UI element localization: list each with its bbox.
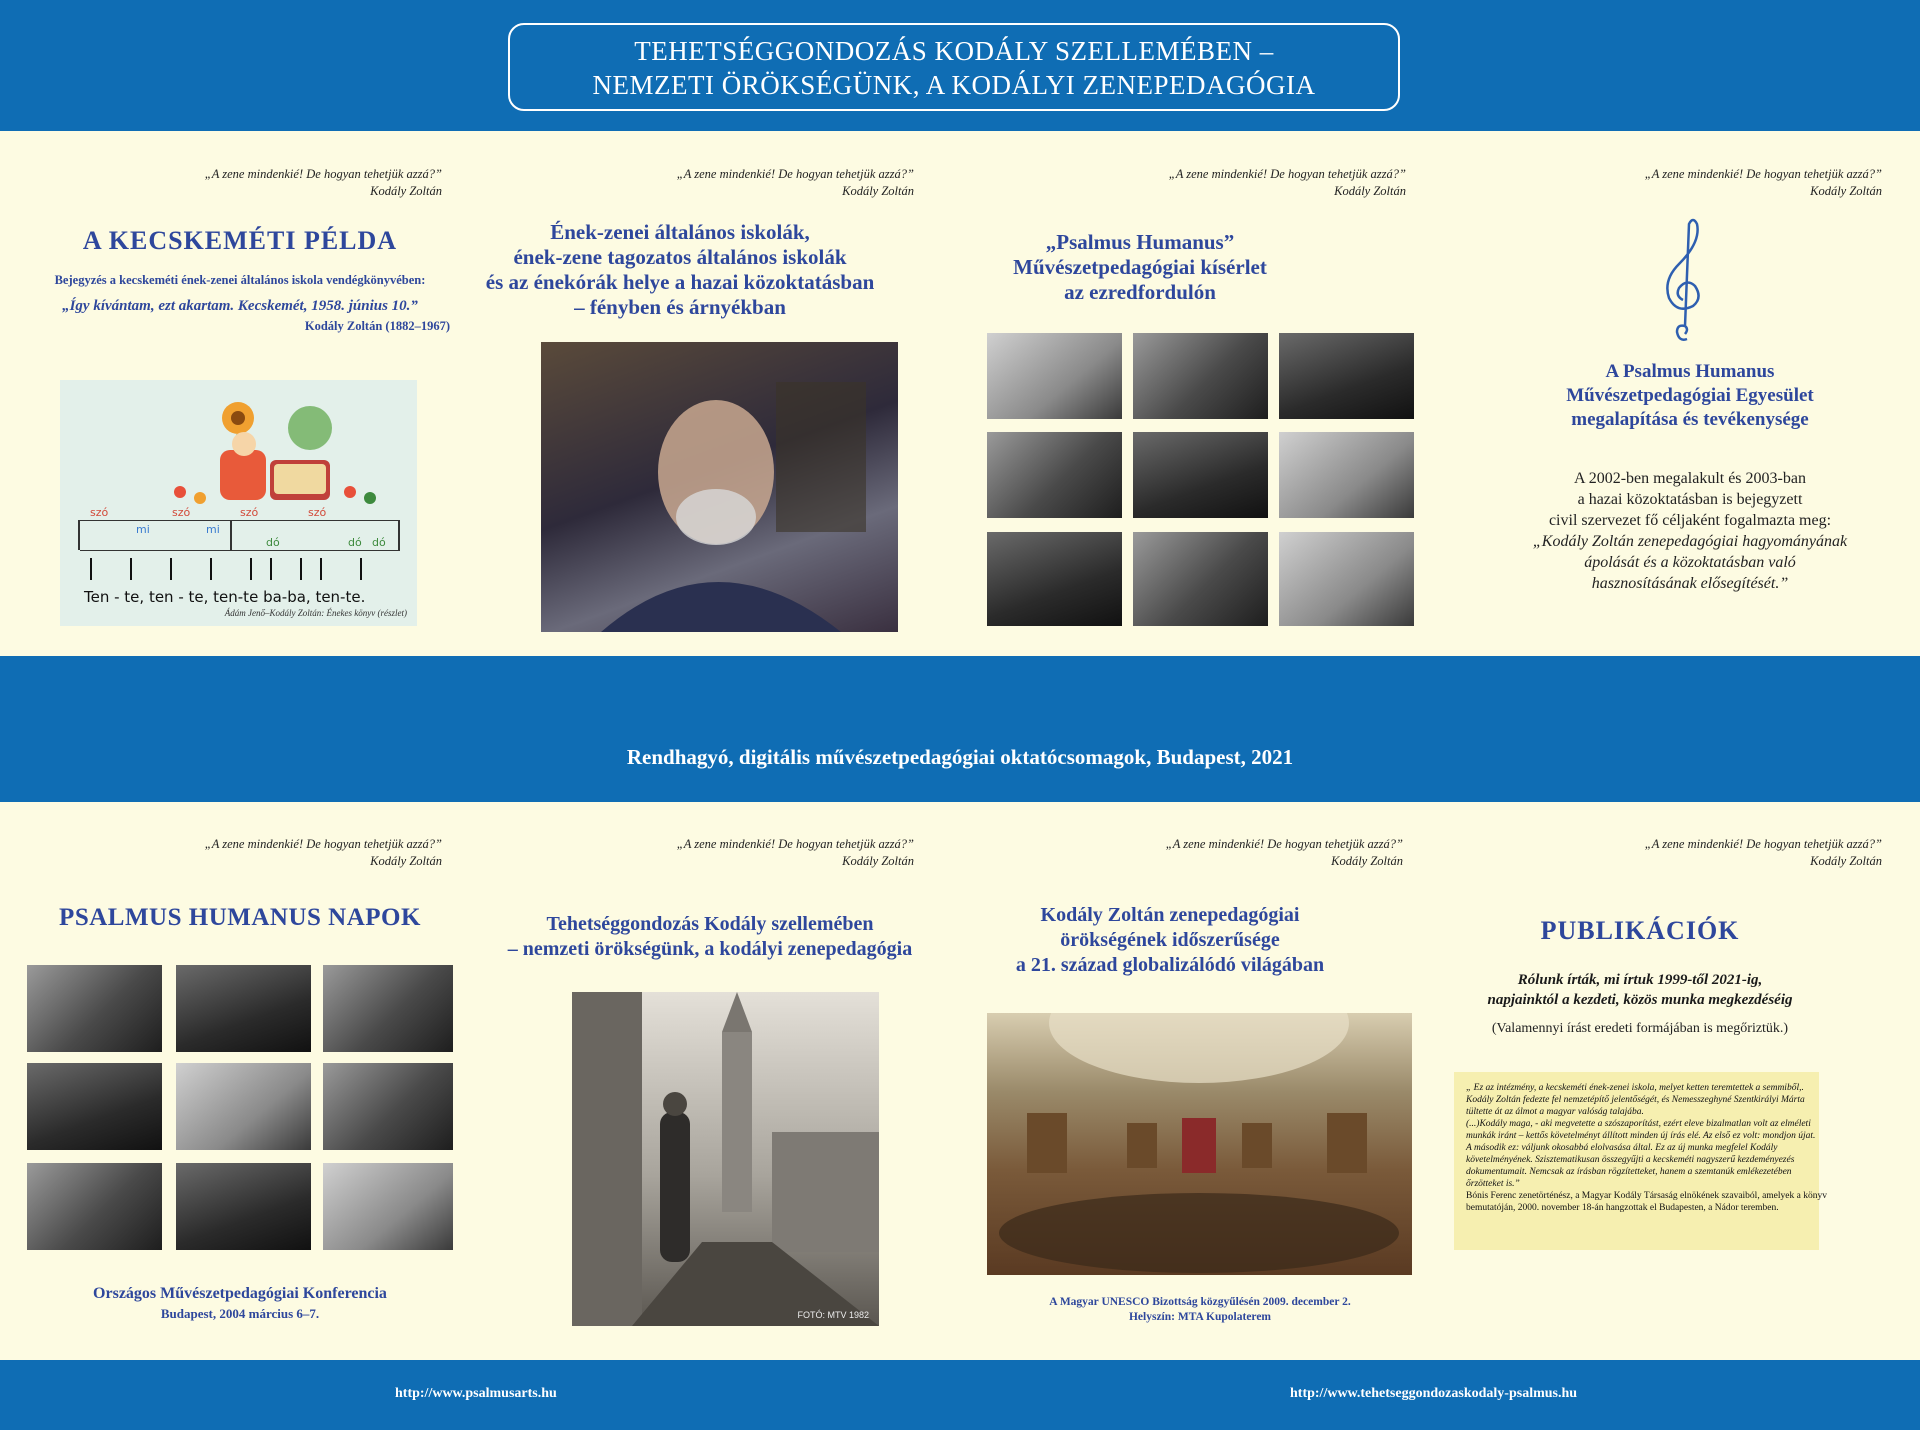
kodaly-quote (142, 166, 442, 200)
clipping-source-line: bemutatóján, 2000. november 18-án hangzottak el Budapesten, a Nádor teremben. (1466, 1203, 1779, 1213)
rhythm-stem (270, 558, 272, 580)
panel5-heading: PSALMUS HUMANUS NAPOK (59, 904, 421, 931)
footer-band (0, 1360, 1920, 1430)
clipping-line: „ Ez az intézmény, a kecskeméti ének-zenei iskola, melyet ketten teremtettek a semmiből,. (1466, 1083, 1804, 1093)
quote-author: Kodály Zoltán (1331, 854, 1403, 868)
songbook-illustration (60, 380, 417, 626)
panel4-heading-line: Művészetpedagógiai Egyesület (1566, 385, 1814, 406)
psalmusarts-link[interactable]: http://www.psalmusarts.hu (395, 1386, 557, 1401)
rhythm-stem (250, 558, 252, 580)
kodaly-quote (614, 836, 914, 870)
panel1-intro (40, 273, 440, 288)
kodaly-quote (1103, 836, 1403, 870)
panel6-heading-line: Tehetséggondozás Kodály szellemében (546, 913, 874, 935)
kodaly-quote (1582, 836, 1882, 870)
panel7-caption-line: A Magyar UNESCO Bizottság közgyűlésén 2009. december 2. (1049, 1296, 1351, 1308)
quote-text: „A zene mindenkié! De hogyan tehetjük azzá?” (676, 167, 914, 181)
panel1-heading: A KECSKEMÉTI PÉLDA (82, 226, 398, 255)
quote-text: „A zene mindenkié! De hogyan tehetjük azzá?” (676, 837, 914, 851)
staff-line (80, 550, 400, 551)
solfege-label: mi (206, 523, 220, 536)
mta-dome-hall-photo (987, 1013, 1412, 1275)
conference-photo (27, 1163, 162, 1250)
panel4-body-italic: hasznosításának elősegítését.” (1591, 575, 1789, 592)
panel1-inscription-text: „Így kívántam, ezt akartam. Kecskemét, 1958. június 10.” (62, 298, 418, 314)
bar-line (230, 520, 232, 550)
panel8-subheading (1450, 970, 1830, 1010)
panel5-caption-line: Országos Művészetpedagógiai Konferencia (93, 1285, 387, 1302)
panel1-inscription (40, 298, 440, 315)
clipping-line: őrzötteket is.” (1466, 1179, 1520, 1189)
solfege-label: dó (372, 536, 386, 549)
panel8-sub-line: Rólunk írták, mi írtuk 1999-től 2021-ig, (1517, 972, 1763, 988)
conference-photo (27, 965, 162, 1052)
panel4-body-line: civil szervezet fő céljaként fogalmazta meg: (1548, 512, 1832, 529)
conference-photo (176, 1063, 311, 1150)
songbook-caption: Ádám Jenő–Kodály Zoltán: Énekes könyv (részlet) (224, 608, 407, 618)
quote-author: Kodály Zoltán (370, 854, 442, 868)
quote-text: „A zene mindenkié! De hogyan tehetjük azzá?” (204, 837, 442, 851)
photo-credit: FOTÓ: MTV 1982 (797, 1310, 869, 1320)
panel6-heading (480, 912, 940, 962)
panel5-caption (20, 1284, 460, 1324)
portrait-figure (541, 342, 898, 632)
panel7-caption-line: Helyszín: MTA Kupolaterem (1128, 1311, 1272, 1323)
bar-line (78, 520, 80, 550)
classroom-photo (1133, 432, 1268, 518)
conference-photo (323, 965, 453, 1052)
classroom-photo (1133, 333, 1268, 419)
rhythm-stem (170, 558, 172, 580)
rhythm-stem (320, 558, 322, 580)
clipping-source-line: Bónis Ferenc zenetörténész, a Magyar Kodály Társaság elnökének szavaiból, amelyek a könyv (1466, 1191, 1827, 1201)
quote-text: „A zene mindenkié! De hogyan tehetjük azzá?” (204, 167, 442, 181)
classroom-photo (987, 432, 1122, 518)
panel4-body-italic: „Kodály Zoltán zenepedagógiai hagyományának (1532, 533, 1848, 550)
rhythm-stem (360, 558, 362, 580)
quote-author: Kodály Zoltán (1810, 854, 1882, 868)
classroom-photo (987, 333, 1122, 419)
rhythm-stem (210, 558, 212, 580)
clipping-line: dokumentumait. Nemcsak az írásban rögzítetteket, hanem a szemtanúk emlékezetében (1466, 1167, 1792, 1177)
conference-photo (323, 1163, 453, 1250)
panel3-heading-line: Művészetpedagógiai kísérlet (1013, 255, 1267, 279)
panel7-heading-line: örökségének időszerűsége (1060, 929, 1280, 951)
solfege-label: szó (90, 506, 109, 519)
clipping-line: A második ez: váljunk okosabbá elolvasása által. Ez az új munka megfelel Kodály (1466, 1143, 1778, 1153)
quote-author: Kodály Zoltán (1810, 184, 1882, 198)
classroom-photo (1133, 532, 1268, 626)
clipping-line: munkák iránt – kettős követelményt állított minden új írás elé. Az első ez volt: mondjon újat. (1466, 1131, 1816, 1141)
solfege-label: dó (348, 536, 362, 549)
quote-text: „A zene mindenkié! De hogyan tehetjük azzá?” (1168, 167, 1406, 181)
quote-text: „A zene mindenkié! De hogyan tehetjük azzá?” (1165, 837, 1403, 851)
panel2-heading-line: Ének-zenei általános iskolák, (550, 220, 810, 244)
panel2-heading-line: – fényben és árnyékban (574, 295, 786, 319)
panel8-sub-line: napjainktól a kezdeti, közös munka megkezdéséig (1487, 992, 1793, 1008)
panel1-intro-text: Bejegyzés a kecskeméti ének-zenei általános iskola vendégkönyvében: (54, 273, 426, 287)
rhythm-stem (300, 558, 302, 580)
panel3-heading-line: „Psalmus Humanus” (1045, 230, 1235, 254)
solfege-label: dó (266, 536, 280, 549)
page-title-box (508, 23, 1400, 111)
panel2-heading-line: ének-zene tagozatos általános iskolák (513, 245, 847, 269)
conference-photo (27, 1063, 162, 1150)
panel8-heading: PUBLIKÁCIÓK (1540, 916, 1740, 945)
quote-author: Kodály Zoltán (370, 184, 442, 198)
panel7-heading-line: Kodály Zoltán zenepedagógiai (1040, 904, 1300, 926)
panel2-heading (470, 220, 890, 320)
kodaly-quote (1106, 166, 1406, 200)
conference-photo (176, 1163, 311, 1250)
clipping-line: Kodály Zoltán fedezte fel nemzetépítő jelentőségét, és Nemesszeghyné Szentkirályi Márta (1466, 1095, 1805, 1105)
panel4-body (1480, 468, 1900, 594)
clipping-quote (1466, 1082, 1816, 1190)
panel8-note (1450, 1018, 1830, 1039)
tehetseggondozas-link[interactable]: http://www.tehetseggondozaskodaly-psalmus.hu (1290, 1386, 1578, 1401)
panel1-signature (130, 319, 450, 334)
classroom-photo (1279, 432, 1414, 518)
panel4-heading (1500, 360, 1880, 432)
kodaly-quote (1582, 166, 1882, 200)
clipping-line: követelményének. Szisztematikusan összegyűjti a kecskeméti nagyszerű kezdeményezés (1466, 1155, 1795, 1165)
flower-child-drawing (60, 380, 417, 520)
clipping-source (1466, 1190, 1827, 1214)
panel4-body-italic: ápolását és a közoktatásban való (1584, 554, 1796, 571)
kodaly-street-photo (572, 992, 879, 1326)
bar-line (398, 520, 400, 550)
panel7-heading-line: a 21. század globalizálódó világában (1015, 954, 1325, 976)
panel3-heading-line: az ezredfordulón (1064, 280, 1216, 304)
page-title-line2: NEMZETI ÖRÖKSÉGÜNK, A KODÁLYI ZENEPEDAGÓGIA (592, 70, 1316, 100)
middle-band (0, 656, 1920, 802)
rhythm-stem (90, 558, 92, 580)
classroom-photo (1279, 532, 1414, 626)
quote-author: Kodály Zoltán (1334, 184, 1406, 198)
panel1-signature-text: Kodály Zoltán (1882–1967) (304, 319, 450, 333)
solfege-label: szó (240, 506, 259, 519)
quote-text: „A zene mindenkié! De hogyan tehetjük azzá?” (1644, 167, 1882, 181)
church-street-scene (572, 992, 879, 1326)
classroom-photo (1279, 333, 1414, 419)
quote-text: „A zene mindenkié! De hogyan tehetjük azzá?” (1644, 837, 1882, 851)
panel4-body-line: a hazai közoktatásban is bejegyzett (1577, 491, 1803, 508)
treble-clef-icon (1649, 214, 1719, 344)
kodaly-portrait-painting (541, 342, 898, 632)
panel4-body-line: A 2002-ben megalakult és 2003-ban (1574, 470, 1806, 487)
panel3-heading (970, 230, 1310, 305)
panel2-heading-line: és az énekórák helye a hazai közoktatásban (485, 270, 875, 294)
panel6-heading-line: – nemzeti örökségünk, a kodályi zenepedagógia (507, 938, 913, 960)
solfege-label: szó (172, 506, 191, 519)
page-title-line1: TEHETSÉGGONDOZÁS KODÁLY SZELLEMÉBEN – (634, 36, 1274, 66)
clipping-line: tültette át az álmot a magyar valóság talajába. (1466, 1107, 1644, 1117)
panel4-heading-line: A Psalmus Humanus (1605, 361, 1775, 382)
staff-line (80, 520, 400, 521)
classroom-photo (987, 532, 1122, 626)
panel7-heading (980, 903, 1360, 978)
conference-photo (176, 965, 311, 1052)
middle-band-title: Rendhagyó, digitális művészetpedagógiai oktatócsomagok, Budapest, 2021 (626, 745, 1294, 769)
panel5-caption-line: Budapest, 2004 március 6–7. (160, 1306, 320, 1321)
rhythm-text: Ten - te, ten - te, ten-te ba-ba, ten-te. (84, 588, 366, 606)
panel4-heading-line: megalapítása és tevékenysége (1571, 409, 1809, 430)
kodaly-quote (142, 836, 442, 870)
conference-photo (323, 1063, 453, 1150)
kodaly-quote (614, 166, 914, 200)
press-clipping (1454, 1072, 1827, 1250)
solfege-label: szó (308, 506, 327, 519)
dome-hall-scene (987, 1013, 1412, 1275)
quote-author: Kodály Zoltán (842, 184, 914, 198)
rhythm-stem (130, 558, 132, 580)
solfege-label: mi (136, 523, 150, 536)
panel7-caption (980, 1295, 1420, 1325)
quote-author: Kodály Zoltán (842, 854, 914, 868)
clipping-line: (...)Kodály maga, - aki megvetette a szószaporítást, ezért eleve bizalmatlan volt az elméleti (1466, 1119, 1811, 1129)
panel8-note-text: (Valamennyi írást eredeti formájában is megőriztük.) (1491, 1021, 1789, 1036)
